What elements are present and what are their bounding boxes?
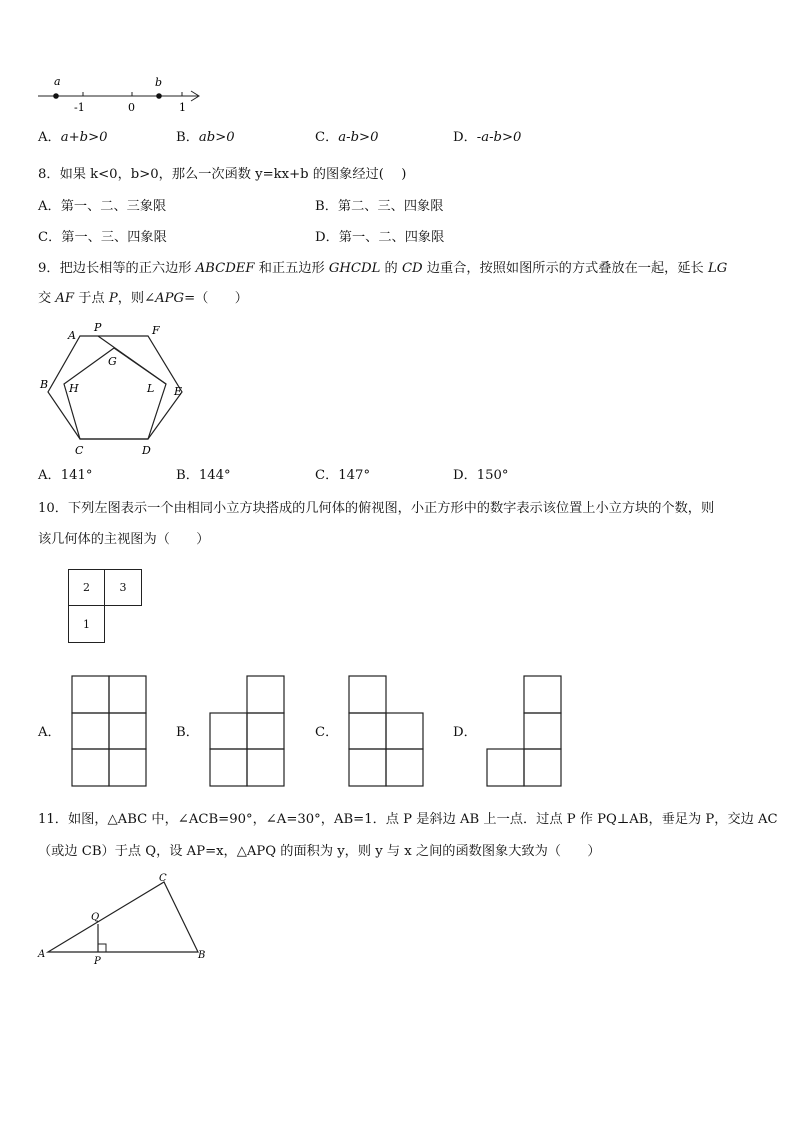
option-letter: D． xyxy=(453,468,477,483)
option-letter: B． xyxy=(176,130,199,145)
stem-math: APG xyxy=(155,291,185,306)
option-letter: D． xyxy=(453,130,477,145)
option-letter: D． xyxy=(315,230,339,245)
q9-stem-line-2 xyxy=(38,290,248,308)
q9-option-c[interactable] xyxy=(315,467,370,485)
stem-text: ，则∠ xyxy=(117,291,156,306)
label-H: H xyxy=(69,382,79,395)
label-P: P xyxy=(94,321,102,334)
option-letter: C． xyxy=(315,130,339,145)
stem-text: 边重合，按照如图所示的方式叠放在一起，延长 xyxy=(422,261,708,276)
stem-math: GHCDL xyxy=(328,261,381,276)
label-E: E xyxy=(174,385,183,398)
q10-option-d-figure[interactable] xyxy=(486,675,562,787)
option-expr: a+b>0 xyxy=(60,130,108,145)
option-text: 141° xyxy=(60,468,93,483)
tick-zero: 0 xyxy=(128,101,135,114)
stem-text: =（ ） xyxy=(184,291,248,306)
stem-text: 的 xyxy=(380,261,402,276)
option-letter: C． xyxy=(315,468,339,483)
option-text: 第一、二、四象限 xyxy=(338,230,445,245)
top-view-cell: 3 xyxy=(104,569,142,606)
number-line-figure xyxy=(36,72,206,114)
q7-option-a[interactable] xyxy=(38,129,108,147)
option-expr: a-b>0 xyxy=(338,130,379,145)
q10-stem-line-1: 10．下列左图表示一个由相同小立方块搭成的几何体的俯视图，小正方形中的数字表示该位置上小立方块的个数，则 xyxy=(38,501,715,516)
label-C: C xyxy=(75,444,84,457)
point-a-label: a xyxy=(54,75,61,88)
q10-option-d-letter[interactable]: D． xyxy=(453,725,477,740)
q8-option-b[interactable] xyxy=(315,198,443,216)
point-b-label: b xyxy=(155,76,163,89)
q9-stem-line-1 xyxy=(38,260,727,278)
q8-option-a[interactable] xyxy=(38,198,166,216)
option-text: 144° xyxy=(198,468,231,483)
q8-option-d[interactable] xyxy=(315,229,444,247)
label-D: D xyxy=(142,444,151,457)
tick-minus-one: -1 xyxy=(74,101,85,114)
q11-stem-line-1: 11．如图，△ABC 中，∠ACB=90°，∠A=30°，AB=1．点 P 是斜边 AB 上一点．过点 P 作 PQ⊥AB，垂足为 P，交边 AC xyxy=(38,812,778,827)
stem-math: P xyxy=(108,291,118,306)
option-letter: C． xyxy=(38,230,62,245)
q10-stem-line-2: 该几何体的主视图为（ ） xyxy=(38,532,210,547)
label-A: A xyxy=(38,949,46,960)
q11-stem-line-2: （或边 CB）于点 Q，设 AP=x，△APQ 的面积为 y，则 y 与 x 之间的函数图象大致为（ ） xyxy=(38,844,601,859)
option-text: 150° xyxy=(476,468,509,483)
q10-option-c-letter[interactable]: C． xyxy=(315,725,339,740)
q7-option-d[interactable] xyxy=(453,129,521,147)
q10-option-b-letter[interactable]: B． xyxy=(176,725,199,740)
option-text: 第二、三、四象限 xyxy=(337,199,444,214)
label-B: B xyxy=(198,950,206,961)
stem-math: ABCDEF xyxy=(195,261,255,276)
option-letter: A． xyxy=(38,199,61,214)
label-Q: Q xyxy=(91,912,100,923)
option-text: 第一、二、三象限 xyxy=(60,199,167,214)
option-letter: A． xyxy=(38,130,61,145)
tick-one: 1 xyxy=(179,101,186,114)
option-letter: B． xyxy=(176,468,199,483)
q10-option-a-figure[interactable] xyxy=(71,675,147,787)
top-view-cell: 2 xyxy=(68,569,105,606)
label-A: A xyxy=(68,329,76,342)
q10-option-b-figure[interactable] xyxy=(209,675,285,787)
q8-option-c[interactable] xyxy=(38,229,167,247)
label-L: L xyxy=(147,382,155,395)
option-expr: -a-b>0 xyxy=(476,130,522,145)
q7-option-c[interactable] xyxy=(315,129,378,147)
q9-option-a[interactable] xyxy=(38,467,92,485)
option-letter: A． xyxy=(38,468,61,483)
option-text: 147° xyxy=(338,468,371,483)
stem-math: AF xyxy=(55,291,75,306)
top-view-cell: 1 xyxy=(68,605,105,643)
q10-option-c-figure[interactable] xyxy=(348,675,424,787)
stem-math: LG xyxy=(707,261,728,276)
stem-text: 交 xyxy=(38,291,56,306)
stem-text: 和正五边形 xyxy=(254,261,329,276)
label-F: F xyxy=(152,324,160,337)
triangle-figure xyxy=(36,870,208,966)
label-P: P xyxy=(94,956,101,966)
q7-option-b[interactable] xyxy=(176,129,235,147)
option-expr: ab>0 xyxy=(198,130,235,145)
q10-option-a-letter[interactable]: A． xyxy=(38,725,61,740)
stem-text: 于点 xyxy=(74,291,109,306)
option-text: 第一、三、四象限 xyxy=(61,230,167,245)
label-G: G xyxy=(108,355,117,368)
label-C: C xyxy=(159,873,167,884)
q8-stem: 8．如果 k<0，b>0，那么一次函数 y=kx+b 的图象经过( ) xyxy=(38,167,407,182)
q9-option-d[interactable] xyxy=(453,467,509,485)
stem-math: CD xyxy=(401,261,423,276)
top-view-figure xyxy=(68,569,144,643)
label-B: B xyxy=(40,378,49,391)
q9-option-b[interactable] xyxy=(176,467,231,485)
option-letter: B． xyxy=(315,199,338,214)
hexagon-pentagon-figure xyxy=(36,318,196,460)
stem-text: 9．把边长相等的正六边形 xyxy=(38,261,196,276)
